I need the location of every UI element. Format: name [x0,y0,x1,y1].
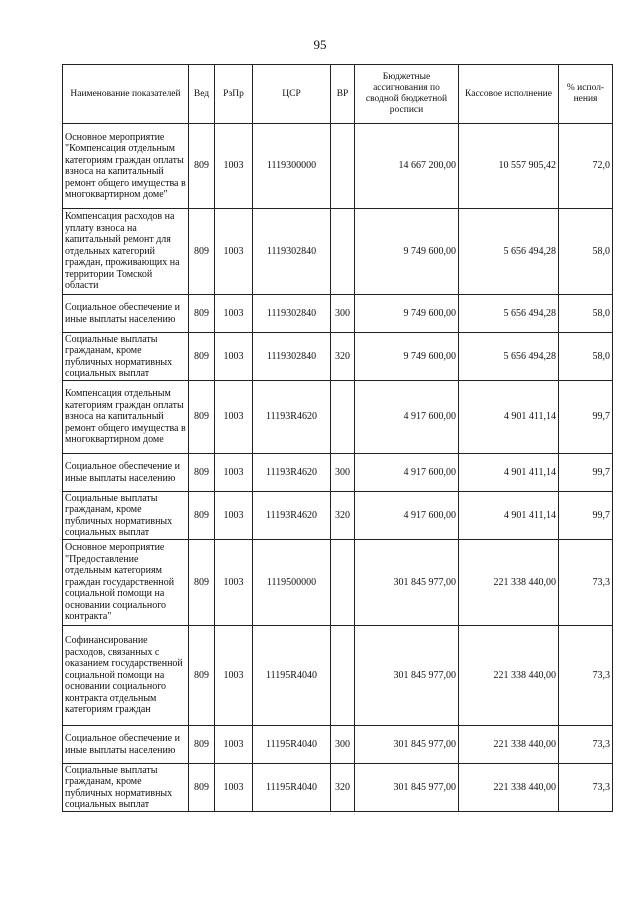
cell-budget: 301 845 977,00 [355,764,459,812]
cell-csr: 11193R4620 [253,492,331,540]
cell-rzpr: 1003 [215,726,253,764]
cell-rzpr: 1003 [215,540,253,626]
cell-csr: 1119302840 [253,295,331,333]
cell-rzpr: 1003 [215,124,253,209]
header-cash: Кассовое исполнение [459,65,559,124]
cell-pct: 73,3 [559,726,613,764]
cell-budget: 301 845 977,00 [355,626,459,726]
budget-execution-table [62,64,613,812]
cell-name: Софинансирование расходов, связанных с оказанием государственной социальной помощи на основании социального контракта отдельным категориям граждан [63,626,189,726]
cell-ved: 809 [189,540,215,626]
cell-rzpr: 1003 [215,454,253,492]
cell-cash: 221 338 440,00 [459,726,559,764]
cell-vr: 320 [331,492,355,540]
table-row [63,209,613,295]
cell-vr [331,540,355,626]
cell-pct: 73,3 [559,764,613,812]
table-row [63,764,613,812]
cell-vr: 300 [331,295,355,333]
cell-ved: 809 [189,492,215,540]
table-row [63,124,613,209]
cell-pct: 58,0 [559,295,613,333]
cell-name: Социальное обеспечение и иные выплаты населению [63,454,189,492]
cell-csr: 1119302840 [253,209,331,295]
cell-rzpr: 1003 [215,333,253,381]
cell-budget: 9 749 600,00 [355,333,459,381]
cell-name: Социальные выплаты гражданам, кроме публичных нормативных социальных выплат [63,333,189,381]
cell-budget: 4 917 600,00 [355,381,459,454]
cell-ved: 809 [189,381,215,454]
cell-budget: 4 917 600,00 [355,454,459,492]
table-row [63,726,613,764]
cell-vr: 300 [331,726,355,764]
cell-pct: 73,3 [559,626,613,726]
cell-csr: 11195R4040 [253,726,331,764]
cell-csr: 1119302840 [253,333,331,381]
cell-csr: 11195R4040 [253,764,331,812]
header-rzpr: РзПр [215,65,253,124]
cell-rzpr: 1003 [215,295,253,333]
cell-name: Основное мероприятие "Компенсация отдельным категориям граждан оплаты взноса на капитальный ремонт общего имущества в многоквартирном доме" [63,124,189,209]
table-row [63,626,613,726]
cell-name: Социальное обеспечение и иные выплаты населению [63,295,189,333]
table-row [63,333,613,381]
header-vr: ВР [331,65,355,124]
cell-pct: 72,0 [559,124,613,209]
cell-rzpr: 1003 [215,381,253,454]
cell-name: Компенсация расходов на уплату взноса на капитальный ремонт для отдельных категорий граждан, проживающих на территории Томской области [63,209,189,295]
cell-pct: 99,7 [559,454,613,492]
table-header-row [63,65,613,124]
cell-pct: 99,7 [559,381,613,454]
cell-cash: 4 901 411,14 [459,454,559,492]
cell-ved: 809 [189,295,215,333]
cell-cash: 5 656 494,28 [459,295,559,333]
table-row [63,540,613,626]
table-body [63,124,613,812]
cell-vr [331,626,355,726]
header-ved: Вед [189,65,215,124]
cell-csr: 11193R4620 [253,381,331,454]
cell-ved: 809 [189,124,215,209]
cell-cash: 5 656 494,28 [459,209,559,295]
cell-ved: 809 [189,454,215,492]
cell-csr: 11193R4620 [253,454,331,492]
cell-cash: 4 901 411,14 [459,492,559,540]
table-row [63,492,613,540]
cell-budget: 14 667 200,00 [355,124,459,209]
cell-vr: 320 [331,764,355,812]
cell-budget: 9 749 600,00 [355,295,459,333]
cell-vr [331,381,355,454]
cell-vr [331,124,355,209]
cell-name: Социальные выплаты гражданам, кроме публичных нормативных социальных выплат [63,492,189,540]
table-row [63,454,613,492]
header-csr: ЦСР [253,65,331,124]
cell-cash: 221 338 440,00 [459,540,559,626]
header-budget: Бюджетные ассигнования по сводной бюджетной росписи [355,65,459,124]
table-row [63,295,613,333]
table-row [63,381,613,454]
page-number: 95 [313,37,327,52]
cell-csr: 1119500000 [253,540,331,626]
cell-vr [331,209,355,295]
cell-cash: 221 338 440,00 [459,626,559,726]
header-pct: % испол-нения [559,65,613,124]
cell-cash: 10 557 905,42 [459,124,559,209]
cell-cash: 5 656 494,28 [459,333,559,381]
cell-budget: 4 917 600,00 [355,492,459,540]
cell-pct: 58,0 [559,333,613,381]
cell-rzpr: 1003 [215,764,253,812]
cell-csr: 1119300000 [253,124,331,209]
cell-pct: 73,3 [559,540,613,626]
cell-budget: 9 749 600,00 [355,209,459,295]
cell-vr: 320 [331,333,355,381]
cell-vr: 300 [331,454,355,492]
cell-budget: 301 845 977,00 [355,726,459,764]
cell-ved: 809 [189,209,215,295]
cell-ved: 809 [189,726,215,764]
cell-cash: 221 338 440,00 [459,764,559,812]
cell-rzpr: 1003 [215,209,253,295]
cell-ved: 809 [189,626,215,726]
cell-name: Компенсация отдельным категориям граждан оплаты взноса на капитальный ремонт общего имущества в многоквартирном доме [63,381,189,454]
cell-pct: 99,7 [559,492,613,540]
cell-ved: 809 [189,333,215,381]
cell-pct: 58,0 [559,209,613,295]
cell-ved: 809 [189,764,215,812]
cell-name: Социальное обеспечение и иные выплаты населению [63,726,189,764]
cell-budget: 301 845 977,00 [355,540,459,626]
cell-rzpr: 1003 [215,626,253,726]
header-name: Наименование показателей [63,65,189,124]
cell-rzpr: 1003 [215,492,253,540]
cell-name: Основное мероприятие "Предоставление отдельным категориям граждан государственной социальной помощи на основании социального контракта" [63,540,189,626]
cell-csr: 11195R4040 [253,626,331,726]
cell-name: Социальные выплаты гражданам, кроме публичных нормативных социальных выплат [63,764,189,812]
cell-cash: 4 901 411,14 [459,381,559,454]
